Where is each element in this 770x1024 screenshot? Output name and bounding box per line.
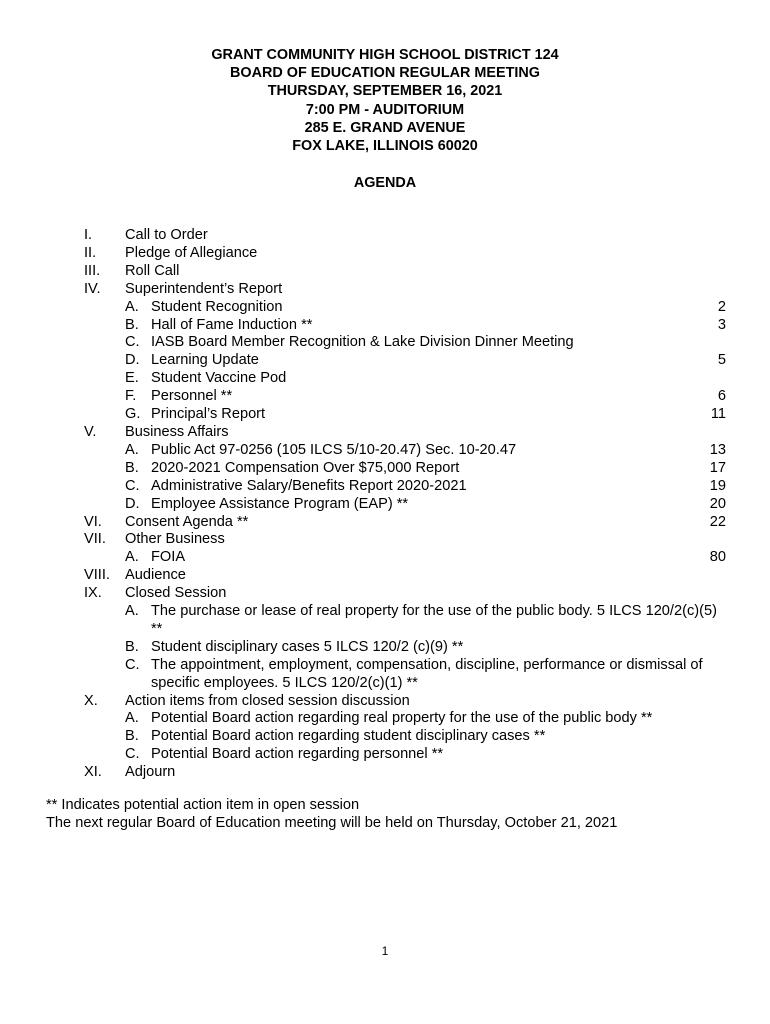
agenda-subitem-letter: C. xyxy=(125,656,140,673)
agenda-list xyxy=(84,227,726,782)
agenda-item xyxy=(84,281,726,299)
agenda-item-number: VII. xyxy=(84,531,106,548)
agenda-item-number: I. xyxy=(84,227,93,243)
agenda-subitem-text: Hall of Fame Induction ** xyxy=(151,316,313,333)
agenda-subitem-page: 2 xyxy=(717,298,726,315)
agenda-item xyxy=(84,514,726,532)
agenda-title: AGENDA xyxy=(353,175,417,191)
agenda-subitem-letter: E. xyxy=(125,370,139,387)
agenda-subitem-letter: A. xyxy=(125,710,139,727)
agenda-subitem xyxy=(84,406,726,424)
agenda-subitem xyxy=(84,603,726,639)
agenda-subitem-page: 3 xyxy=(717,316,726,333)
agenda-subitem-letter: A. xyxy=(125,298,139,315)
agenda-subitem-text: Principal’s Report xyxy=(151,406,266,423)
agenda-subitem-text: Potential Board action regarding personnel ** xyxy=(151,746,444,763)
page-number: 1 xyxy=(381,944,389,958)
agenda-subitem-page: 19 xyxy=(709,477,726,494)
agenda-item-number: III. xyxy=(84,262,101,279)
agenda-subitem-text: Learning Update xyxy=(151,352,259,369)
agenda-item-number: X. xyxy=(84,692,98,709)
agenda-item-title: Pledge of Allegiance xyxy=(125,244,258,261)
agenda-subitem xyxy=(84,478,726,496)
agenda-item-title: Closed Session xyxy=(125,585,227,602)
agenda-subitem-letter: C. xyxy=(125,477,140,494)
agenda-subitem-text: Employee Assistance Program (EAP) ** xyxy=(151,495,409,512)
agenda-subitem-text: Student Recognition xyxy=(151,298,283,315)
agenda-subitem-letter: D. xyxy=(125,495,140,512)
agenda-subitem xyxy=(84,317,726,335)
agenda-subitem-page: 20 xyxy=(709,495,726,512)
agenda-subitem xyxy=(84,657,726,693)
agenda-subitem xyxy=(84,549,726,567)
meeting-date: THURSDAY, SEPTEMBER 16, 2021 xyxy=(267,83,503,100)
agenda-subitem-text: Potential Board action regarding real property for the use of the public body ** xyxy=(151,710,653,727)
agenda-item-title: Adjourn xyxy=(125,764,176,781)
agenda-item-number: XI. xyxy=(84,764,102,781)
agenda-subitem-letter: A. xyxy=(125,441,139,458)
agenda-subitem xyxy=(84,639,726,657)
agenda-item-title: Audience xyxy=(125,567,186,584)
agenda-subitem-text: Personnel ** xyxy=(151,388,233,405)
agenda-subitem-page: 6 xyxy=(717,388,726,405)
agenda-subitem-letter: G. xyxy=(125,406,141,423)
next-meeting-note: The next regular Board of Education meeting will be held on Thursday, October 21, 2021 xyxy=(46,814,618,831)
agenda-subitem-text: Administrative Salary/Benefits Report 2020-2021 xyxy=(151,477,467,494)
agenda-item xyxy=(84,245,726,263)
agenda-item xyxy=(84,585,726,603)
agenda-subitem-text: 2020-2021 Compensation Over $75,000 Report xyxy=(151,459,460,476)
agenda-subitem-letter: B. xyxy=(125,638,139,655)
agenda-item-title: Business Affairs xyxy=(125,423,229,440)
agenda-subitem xyxy=(84,728,726,746)
agenda-subitem xyxy=(84,496,726,514)
agenda-subitem-text: IASB Board Member Recognition & Lake Division Dinner Meeting xyxy=(151,334,574,351)
agenda-subitem-letter: D. xyxy=(125,352,140,369)
agenda-item-number: IX. xyxy=(84,585,102,602)
agenda-item-title: Roll Call xyxy=(125,262,180,279)
agenda-subitem-text: Student Vaccine Pod xyxy=(151,370,287,387)
agenda-item xyxy=(84,227,726,245)
agenda-item-number: IV. xyxy=(84,280,101,297)
agenda-subitem xyxy=(84,334,726,352)
agenda-subitem-letter: A. xyxy=(125,603,139,620)
agenda-subitem-page: 17 xyxy=(709,459,726,476)
agenda-subitem-letter: B. xyxy=(125,316,139,333)
agenda-subitem-text: The appointment, employment, compensation, discipline, performance or dismissal of specific employees. 5 ILCS 120/2(c)(1) ** xyxy=(151,656,703,691)
agenda-item-number: VIII. xyxy=(84,567,110,584)
agenda-item-title: Consent Agenda ** xyxy=(125,513,249,530)
agenda-subitem-letter: B. xyxy=(125,459,139,476)
agenda-item xyxy=(84,531,726,549)
agenda-subitem xyxy=(84,710,726,728)
agenda-item xyxy=(84,424,726,442)
agenda-item xyxy=(84,263,726,281)
agenda-item-title: Other Business xyxy=(125,531,225,548)
agenda-item xyxy=(84,567,726,585)
meeting-time-location: 7:00 PM - AUDITORIUM xyxy=(305,101,465,118)
agenda-subitem-text: Public Act 97-0256 (105 ILCS 5/10-20.47) Sec. 10-20.47 xyxy=(151,441,517,458)
meeting-type: BOARD OF EDUCATION REGULAR MEETING xyxy=(230,65,540,82)
footer-notes xyxy=(46,797,617,833)
agenda-item-title: Superintendent’s Report xyxy=(125,280,283,297)
agenda-subitem-text: The purchase or lease of real property for the use of the public body. 5 ILCS 120/2(c)(5) ** xyxy=(151,603,717,637)
agenda-subitem-letter: F. xyxy=(125,388,137,405)
agenda-subitem-letter: B. xyxy=(125,728,139,745)
agenda-item-number: V. xyxy=(84,423,97,440)
agenda-subitem xyxy=(84,352,726,370)
agenda-subitem xyxy=(84,388,726,406)
agenda-item-title: Call to Order xyxy=(125,227,208,243)
agenda-item-number: VI. xyxy=(84,513,102,530)
street-address: 285 E. GRAND AVENUE xyxy=(304,119,466,136)
agenda-subitem xyxy=(84,460,726,478)
agenda-subitem xyxy=(84,299,726,317)
agenda-subitem xyxy=(84,746,726,764)
agenda-subitem xyxy=(84,370,726,388)
agenda-item xyxy=(84,693,726,711)
agenda-item-number: II. xyxy=(84,244,97,261)
agenda-subitem-text: Student disciplinary cases 5 ILCS 120/2 (c)(9) ** xyxy=(151,638,464,655)
agenda-subitem-page: 11 xyxy=(710,406,726,423)
agenda-subitem-page: 13 xyxy=(709,441,726,458)
city-state-zip: FOX LAKE, ILLINOIS 60020 xyxy=(292,138,478,155)
district-name: GRANT COMMUNITY HIGH SCHOOL DISTRICT 124 xyxy=(211,47,559,63)
agenda-subitem-letter: C. xyxy=(125,746,140,763)
document-header xyxy=(0,46,770,155)
agenda-subitem-page: 80 xyxy=(709,549,726,566)
agenda-subitem-letter: C. xyxy=(125,334,140,351)
agenda-subitem-page: 5 xyxy=(717,352,726,369)
agenda-item-title: Action items from closed session discussion xyxy=(125,692,410,709)
agenda-subitem-letter: A. xyxy=(125,549,139,566)
agenda-subitem-text: FOIA xyxy=(151,549,186,566)
agenda-subitem xyxy=(84,442,726,460)
agenda-item xyxy=(84,764,726,782)
agenda-subitem-text: Potential Board action regarding student disciplinary cases ** xyxy=(151,728,546,745)
agenda-item-page: 22 xyxy=(709,513,726,530)
action-item-note: ** Indicates potential action item in open session xyxy=(46,797,360,813)
